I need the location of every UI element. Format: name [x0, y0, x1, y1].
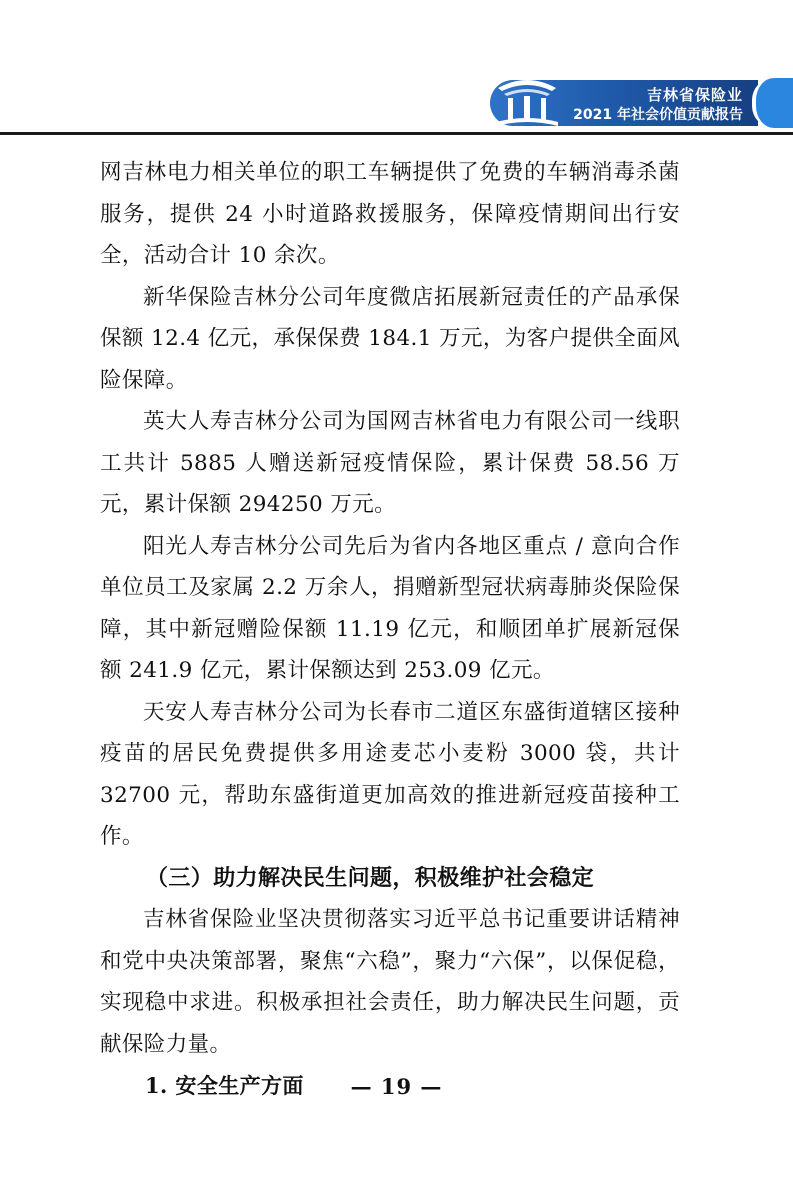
paragraph-yingda: 英大人寿吉林分公司为国网吉林省电力有限公司一线职工共计 5885 人赠送新冠疫情保险，累计保费 58.56 万元，累计保额 294250 万元。	[100, 409, 680, 517]
header-end-cap	[752, 78, 793, 128]
page-number: — 19 —	[350, 1074, 443, 1099]
body-text	[100, 152, 680, 1107]
header-title-line1: 吉林省保险业	[646, 86, 743, 104]
header-rule	[0, 132, 793, 135]
paragraph-xinhua: 新华保险吉林分公司年度微店拓展新冠责任的产品承保保额 12.4 亿元，承保保费 184.1 万元，为客户提供全面风险保障。	[100, 284, 680, 393]
paragraph-sunshine: 阳光人寿吉林分公司先后为省内各地区重点 / 意向合作单位员工及家属 2.2 万余人，捐赠新型冠状病毒肺炎保险保障，其中新冠赠险保额 11.19 亿元，和顺团单扩展新冠保额 241.9 亿元，累计保额达到 253.09 亿元。	[100, 533, 680, 683]
paragraph-section-intro: 吉林省保险业坚决贯彻落实习近平总书记重要讲话精神和党中央决策部署，聚焦“六稳”，聚力“六保”，以保促稳，实现稳中求进。积极承担社会责任，助力解决民生问题，贡献保险力量。	[100, 907, 680, 1057]
building-gate-logo-icon	[492, 74, 562, 130]
section-heading: （三）助力解决民生问题，积极维护社会稳定	[146, 864, 595, 891]
paragraph-tianan: 天安人寿吉林分公司为长春市二道区东盛街道辖区接种疫苗的居民免费提供多用途麦芯小麦粉 3000 袋，共计 32700 元，帮助东盛街道更加高效的推进新冠疫苗接种工作。	[100, 699, 680, 849]
subheading: 1. 安全生产方面	[145, 1073, 304, 1098]
page-header	[0, 70, 793, 140]
header-title-line2: 2021 年社会价值贡献报告	[573, 107, 743, 123]
paragraph-continued: 网吉林电力相关单位的职工车辆提供了免费的车辆消毒杀菌服务，提供 24 小时道路救援服务，保障疫情期间出行安全，活动合计 10 余次。	[100, 160, 680, 268]
